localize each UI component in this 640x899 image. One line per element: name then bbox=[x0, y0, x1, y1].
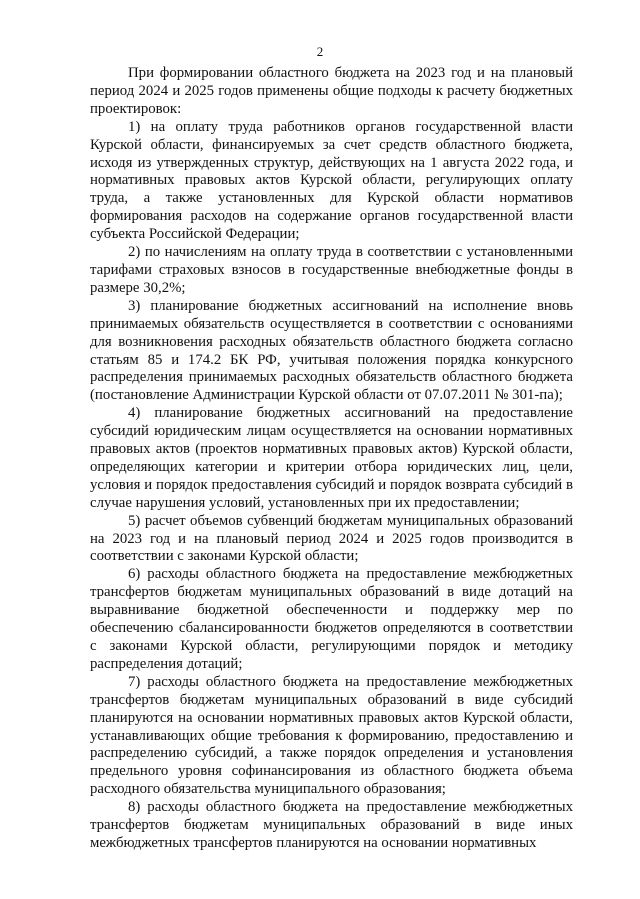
paragraph-item-2: 2) по начислениям на оплату труда в соответствии с установленными тарифами страховых взносов в государственные внебюджетные фонды в размере 30,2%; bbox=[90, 244, 573, 296]
paragraph-intro: При формировании областного бюджета на 2023 год и на плановый период 2024 и 2025 годов применены общие подходы к расчету бюджетных проектировок: bbox=[90, 65, 573, 117]
paragraph-item-7: 7) расходы областного бюджета на предоставление межбюджетных трансфертов бюджетам муниципальных образований в виде субсидий планируются на основании нормативных правовых актов Курской области, устанавливающих общие требования к формированию, предоставлению и распределению субсидий, а также порядок определения и установления предельного уровня софинансирования из областного бюджета объема расходного обязательства муниципального образования; bbox=[90, 673, 573, 798]
paragraph-item-4: 4) планирование бюджетных ассигнований на предоставление субсидий юридическим лицам осуществляется на основании нормативных правовых актов (проектов нормативных правовых актов) Курской области, определяющих категории и критерии отбора юридических лиц, цели, условия и порядок предоставления субсидий и порядок возврата субсидий в случае нарушения условий, установленных при их предоставлении; bbox=[90, 405, 573, 511]
paragraph-item-6: 6) расходы областного бюджета на предоставление межбюджетных трансфертов бюджетам муниципальных образований в виде дотаций на выравнивание бюджетной обеспеченности и поддержку мер по обеспечению сбалансированности бюджетов определяются в соответствии с законами Курской области, регулирующими порядок и методику распределения дотаций; bbox=[90, 566, 573, 672]
paragraph-item-5: 5) расчет объемов субвенций бюджетам муниципальных образований на 2023 год и на плановый период 2024 и 2025 годов производится в соответствии с законами Курской области; bbox=[90, 512, 573, 565]
paragraph-item-8: 8) расходы областного бюджета на предоставление межбюджетных трансфертов бюджетам муниципальных образований в виде иных межбюджетных трансфертов планируются на основании нормативных bbox=[90, 799, 573, 851]
document-body bbox=[90, 65, 573, 853]
paragraph-item-1: 1) на оплату труда работников органов государственной власти Курской области, финансируемых за счет средств областного бюджета, исходя из утвержденных структур, действующих на 1 августа 2022 года, и нормативных правовых актов Курской области, регулирующих оплату труда, а также установленных для Курской области нормативов формирования расходов на содержание органов государственной власти субъекта Российской Федерации; bbox=[90, 118, 573, 243]
page-number: 2 bbox=[316, 44, 324, 59]
paragraph-item-3: 3) планирование бюджетных ассигнований на исполнение вновь принимаемых обязательств осуществляется в соответствии с основаниями для возникновения расходных обязательств областного бюджета согласно статьям 85 и 174.2 БК РФ, учитывая положения порядка конкурсного распределения принимаемых расходных обязательств областного бюджета (постановление Администрации Курской области от 07.07.2011 № 301-па); bbox=[90, 297, 573, 404]
